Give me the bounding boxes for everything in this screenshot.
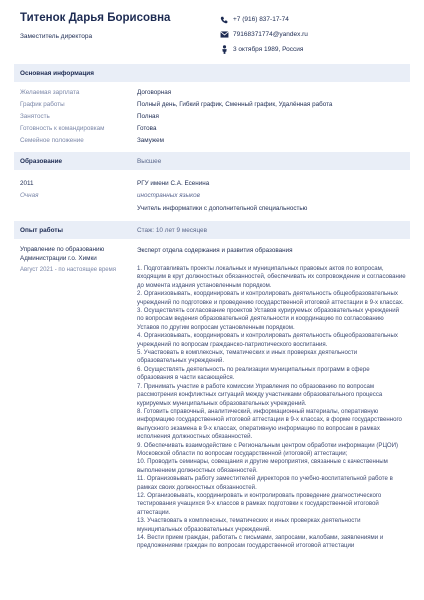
duty-item: 1. Подготавливать проекты локальных и муниципальных правовых актов по вопросам, входящим в круг должностных обязанностей, обеспечивать их сопровождение и согласование до момента издания установленным порядком. bbox=[137, 265, 406, 289]
value-employment: Полная bbox=[137, 113, 159, 120]
label-family: Семейное положение bbox=[20, 137, 84, 144]
phone-icon bbox=[219, 16, 229, 24]
label-employment: Занятость bbox=[20, 113, 50, 120]
education-form: Очная bbox=[20, 192, 39, 199]
contact-phone[interactable] bbox=[219, 12, 308, 27]
value-travel: Готова bbox=[137, 125, 157, 132]
value-schedule: Полный день, Гибкий график, Сменный график, Удалённая работа bbox=[137, 101, 333, 108]
experience-total: Стаж: 10 лет 9 месяцев bbox=[137, 227, 207, 234]
duty-item: 11. Организовывать работу заместителей директоров по учебно-воспитательной работе в рамках своих должностных обязанностей. bbox=[137, 475, 393, 491]
duty-item: 12. Организовывать, координировать и контролировать проведение диагностического тестирования учащихся 9-х классов в рамках подготовки к государственной итоговой аттестации. bbox=[137, 491, 382, 516]
label-salary: Желаемая зарплата bbox=[20, 89, 80, 96]
experience-header bbox=[14, 221, 410, 239]
education-title: Образование bbox=[20, 158, 63, 165]
value-salary: Договорная bbox=[137, 89, 172, 96]
duty-item: 9. Обеспечивать взаимодействие с Региональным центром обработки информации (РЦОИ) Московской области по вопросам государственной (итоговой) аттестации; bbox=[137, 441, 399, 457]
education-specialty: Учитель информатики с дополнительной специальностью bbox=[137, 205, 308, 212]
contact-email[interactable] bbox=[219, 27, 308, 42]
duty-item: 13. Участвовать в комплексных, тематических и иных проверках деятельности муниципальных образовательных учреждений. bbox=[137, 517, 361, 533]
duty-item: 10. Проводить семинары, совещания и другие мероприятия, связанные с качественным выполнением должностных обязанностей. bbox=[137, 458, 388, 474]
contact-birth bbox=[219, 42, 308, 57]
job-period: Август 2021 - по настоящее время bbox=[20, 267, 117, 273]
mail-icon bbox=[219, 31, 229, 38]
job-role: Эксперт отдела содержания и развития образования bbox=[137, 247, 293, 254]
duty-item: 4. Организовывать, координировать и контролировать деятельность общеобразовательных учреждений по вопросам гражданско-патриотического воспитания. bbox=[137, 332, 398, 348]
duty-item: 5. Участвовать в комплексных, тематических и иных проверках деятельности образовательных учреждений. bbox=[137, 349, 358, 365]
contact-birth-text: 3 октября 1989, Россия bbox=[233, 46, 304, 53]
duty-item: 6. Осуществлять деятельность по реализации муниципальных программ в сфере образования в части касающейся. bbox=[137, 365, 370, 382]
education-faculty: иностранных языков bbox=[137, 192, 200, 199]
job-duties bbox=[137, 265, 407, 551]
label-schedule: График работы bbox=[20, 101, 65, 108]
education-institution: РГУ имени С.А. Есенина bbox=[137, 180, 210, 187]
duty-item: 14. Вести прием граждан, работать с письмами, запросами, жалобами, заявлениями и предложениями граждан по вопросам государственной итоговой аттестации bbox=[137, 534, 384, 550]
duty-item: 8. Готовить справочный, аналитический, информационный материалы, оперативную информацию государственной итоговой аттестации в 9-х классах, в форме государственного выпускного экзамена в 9-х классах, оперативную информацию по вопросам в рамках исполнения должностных обязанностей. bbox=[137, 407, 402, 441]
education-year: 2011 bbox=[20, 180, 34, 187]
basic-info-title: Основная информация bbox=[20, 70, 94, 77]
contact-phone-text: +7 (916) 837-17-74 bbox=[233, 16, 289, 23]
duty-item: 7. Принимать участие в работе комиссии Управления по образованию по вопросам рассмотрения конфликтных ситуаций между участниками образовательного процесса курируемых муниципальных образовательных учреждений. bbox=[137, 382, 383, 407]
contact-email-text: 79168371774@yandex.ru bbox=[233, 31, 308, 38]
contacts-block bbox=[219, 12, 308, 57]
education-level: Высшее bbox=[137, 158, 162, 165]
person-icon bbox=[219, 45, 229, 54]
experience-title: Опыт работы bbox=[20, 227, 63, 234]
duty-item: 3. Осуществлять согласование проектов Уставов курируемых образовательных учреждений по вопросам ведения образовательной деятельности и координацию по согласованию Уставов по другим вопросам установленным порядком. bbox=[137, 307, 400, 331]
candidate-name: Титенок Дарья Борисовна bbox=[20, 12, 171, 24]
value-family: Замужем bbox=[137, 137, 164, 144]
label-travel: Готовность к командировкам bbox=[20, 125, 105, 132]
candidate-position: Заместитель директора bbox=[20, 33, 93, 40]
education-header bbox=[14, 152, 410, 170]
job-company: Управление по образованию Администрации г.о. Химки bbox=[20, 246, 105, 262]
duty-item: 2. Организовывать, координировать и контролировать деятельность общеобразовательных учреждений по подготовке и проведению государственной итоговой аттестации в 9-х классах. bbox=[137, 290, 404, 306]
